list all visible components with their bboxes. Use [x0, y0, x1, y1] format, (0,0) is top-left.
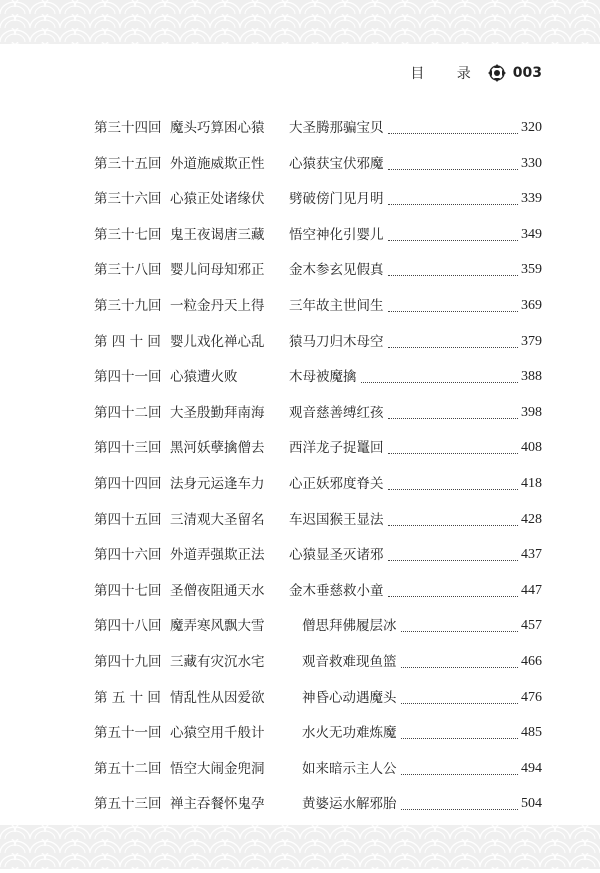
chapter-number: 第三十五回	[94, 155, 162, 172]
chapter-title-first-line: 外道施威欺正性	[170, 155, 265, 172]
page-number: 466	[521, 653, 542, 669]
page-number: 408	[521, 440, 542, 456]
dot-leader	[388, 347, 519, 348]
chapter-title-first-line: 心猿正处诸缘伏	[170, 191, 265, 208]
chapter-number: 第五十三回	[94, 796, 162, 813]
toc-entry[interactable]	[0, 430, 600, 466]
chapter-title-second-line: 木母被魔擒	[289, 369, 357, 386]
chapter-title-second-line: 西洋龙子捉鼍回	[289, 440, 384, 457]
chapter-title-first-line: 婴儿问母知邪正	[170, 262, 265, 279]
chapter-title-first-line: 大圣殷勤拜南海	[170, 404, 265, 421]
toc-entry[interactable]	[0, 608, 600, 644]
chapter-number: 第四十四回	[94, 475, 162, 492]
page-number: 359	[521, 262, 542, 278]
toc-entry[interactable]	[0, 395, 600, 431]
toc-entry[interactable]	[0, 252, 600, 288]
ornament-emblem-icon	[487, 63, 507, 83]
dot-leader	[401, 809, 519, 810]
table-of-contents	[0, 110, 600, 822]
page-number: 494	[521, 760, 542, 776]
chapter-title-second-line: 心猿显圣灭诸邪	[289, 547, 384, 564]
chapter-title-first-line: 情乱性从因爱欲	[170, 689, 265, 706]
chapter-title-first-line: 鬼王夜谒唐三藏	[170, 226, 265, 243]
chapter-title-first-line: 心猿空用千般计	[170, 725, 265, 742]
chapter-title-first-line: 禅主吞餐怀鬼孕	[170, 796, 265, 813]
chapter-title-first-line: 魔头巧算困心猿	[170, 120, 265, 136]
chapter-number: 第 四 十 回	[94, 333, 161, 350]
chapter-number: 第四十七回	[94, 582, 162, 599]
dot-leader	[388, 489, 519, 490]
chapter-number: 第四十九回	[94, 653, 162, 670]
header-title: 目 录	[410, 66, 485, 82]
toc-entry[interactable]	[0, 217, 600, 253]
chapter-number: 第四十六回	[94, 547, 162, 564]
chapter-number: 第三十六回	[94, 191, 162, 208]
toc-entry[interactable]	[0, 324, 600, 360]
chapter-title-second-line: 观音慈善缚红孩	[289, 404, 384, 421]
chapter-title-second-line: 心正妖邪度脊关	[289, 475, 384, 492]
toc-entry[interactable]	[0, 502, 600, 538]
chapter-number: 第三十八回	[94, 262, 162, 279]
dot-leader	[388, 525, 519, 526]
chapter-title-second-line: 神昏心动遇魔头	[302, 689, 397, 706]
dot-leader	[388, 311, 519, 312]
chapter-number: 第 五 十 回	[94, 689, 161, 706]
chapter-title-second-line: 黄婆运水解邪胎	[302, 796, 397, 813]
chapter-number: 第四十一回	[94, 369, 162, 386]
chapter-number: 第五十二回	[94, 760, 162, 777]
page-number: 437	[521, 547, 542, 563]
chapter-title-second-line: 三年故主世间生	[289, 297, 384, 314]
chapter-title-first-line: 圣僧夜阻通天水	[170, 582, 265, 599]
dot-leader	[388, 133, 519, 134]
chapter-title-first-line: 外道弄强欺正法	[170, 547, 265, 564]
page-number: 418	[521, 475, 542, 491]
dot-leader	[388, 453, 519, 454]
chapter-title-first-line: 黑河妖孽擒僧去	[170, 440, 265, 457]
dot-leader	[388, 240, 519, 241]
page-number: 457	[521, 618, 542, 634]
dot-leader	[401, 631, 519, 632]
page-number: 476	[521, 689, 542, 705]
chapter-title-first-line: 婴儿戏化禅心乱	[170, 333, 265, 350]
chapter-number: 第三十七回	[94, 226, 162, 243]
toc-entry[interactable]	[0, 110, 600, 146]
toc-entry[interactable]	[0, 537, 600, 573]
chapter-title-second-line: 劈破傍门见月明	[289, 191, 384, 208]
toc-entry[interactable]	[0, 680, 600, 716]
chapter-title-first-line: 三清观大圣留名	[170, 511, 265, 528]
dot-leader	[388, 560, 519, 561]
toc-entry[interactable]	[0, 786, 600, 822]
chapter-number: 第四十三回	[94, 440, 162, 457]
chapter-title-second-line: 僧思拜佛履层冰	[302, 618, 397, 635]
toc-entry[interactable]	[0, 573, 600, 609]
chapter-number: 第四十五回	[94, 511, 162, 528]
chapter-title-first-line: 魔弄寒风飘大雪	[170, 618, 265, 635]
page-number: 320	[521, 120, 542, 135]
chapter-title-first-line: 心猿遭火败	[170, 369, 238, 386]
chapter-title-second-line: 金木垂慈救小童	[289, 582, 384, 599]
toc-entry[interactable]	[0, 359, 600, 395]
page-number: 369	[521, 297, 542, 313]
wave-pattern-top	[0, 0, 600, 44]
chapter-title-second-line: 车迟国猴王显法	[289, 511, 384, 528]
dot-leader	[388, 169, 519, 170]
toc-entry[interactable]	[0, 751, 600, 787]
chapter-title-second-line: 金木参玄见假真	[289, 262, 384, 279]
running-header	[410, 62, 542, 84]
page-number: 330	[521, 155, 542, 171]
toc-entry[interactable]	[0, 466, 600, 502]
toc-entry[interactable]	[0, 715, 600, 751]
wave-pattern-bottom	[0, 825, 600, 869]
chapter-number: 第三十四回	[94, 120, 162, 136]
page-number: 398	[521, 404, 542, 420]
toc-entry[interactable]	[0, 146, 600, 182]
chapter-title-first-line: 一粒金丹天上得	[170, 297, 265, 314]
dot-leader	[388, 204, 519, 205]
page-number: 447	[521, 582, 542, 598]
chapter-title-first-line: 悟空大闹金兜洞	[170, 760, 265, 777]
chapter-title-second-line: 水火无功难炼魔	[302, 725, 397, 742]
page-number: 388	[521, 369, 542, 385]
page-number: 379	[521, 333, 542, 349]
chapter-title-second-line: 悟空神化引婴儿	[289, 226, 384, 243]
dot-leader	[401, 738, 519, 739]
dot-leader	[401, 703, 519, 704]
toc-entry[interactable]	[0, 644, 600, 680]
dot-leader	[388, 418, 519, 419]
chapter-number: 第四十二回	[94, 404, 162, 421]
chapter-title-second-line: 观音救难现鱼篮	[302, 653, 397, 670]
dot-leader	[388, 275, 519, 276]
page-number: 339	[521, 191, 542, 207]
toc-entry[interactable]	[0, 288, 600, 324]
dot-leader	[388, 596, 519, 597]
page-number: 428	[521, 511, 542, 527]
chapter-title-first-line: 法身元运逢车力	[170, 475, 265, 492]
dot-leader	[401, 774, 519, 775]
dot-leader	[401, 667, 519, 668]
page-number: 485	[521, 725, 542, 741]
toc-entry[interactable]	[0, 181, 600, 217]
chapter-number: 第三十九回	[94, 297, 162, 314]
dot-leader	[361, 382, 519, 383]
chapter-title-second-line: 大圣腾那骗宝贝	[289, 120, 384, 136]
page-number: 349	[521, 226, 542, 242]
bottom-wave-border	[0, 825, 600, 869]
chapter-title-second-line: 心猿获宝伏邪魔	[289, 155, 384, 172]
chapter-title-first-line: 三藏有灾沉水宅	[170, 653, 265, 670]
chapter-number: 第五十一回	[94, 725, 162, 742]
page-number: 504	[521, 796, 542, 812]
top-wave-border	[0, 0, 600, 44]
chapter-title-second-line: 如来暗示主人公	[302, 760, 397, 777]
chapter-title-second-line: 猿马刀归木母空	[289, 333, 384, 350]
header-page-number: 003	[512, 65, 542, 81]
chapter-number: 第四十八回	[94, 618, 162, 635]
